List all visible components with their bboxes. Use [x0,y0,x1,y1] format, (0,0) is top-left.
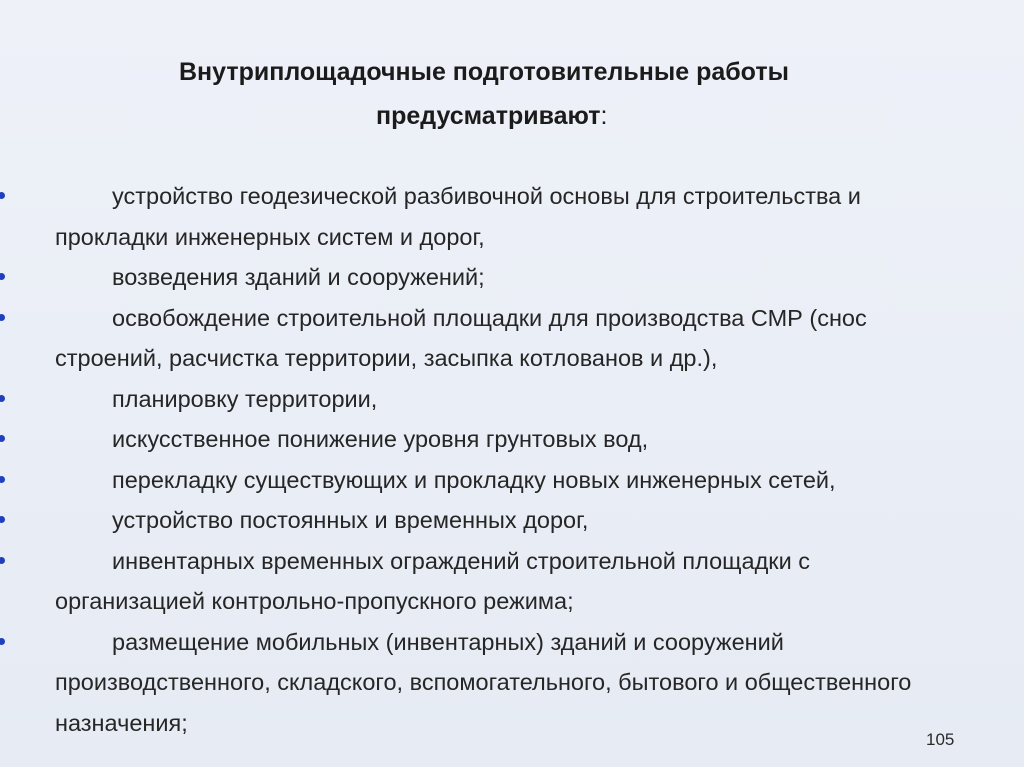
list-item-text: размещение мобильных (инвентарных) зданий и сооружений производственного, складского, вспомогательного, бытового и общественного назначения; [55,628,912,736]
list-item [55,176,955,257]
list-item-text: устройство постоянных и временных дорог, [112,507,589,533]
list-item [55,541,955,622]
list-item [55,379,955,420]
list-item-text: устройство геодезической разбивочной основы для строительства и прокладки инженерных систем и дорог, [55,183,861,250]
title-line-2-text: предусматривают [376,102,601,130]
list-item [55,257,955,298]
bullet-list [55,176,955,743]
title-line-1: Внутриплощадочные подготовительные работы [179,58,789,86]
list-item [55,622,955,744]
bullet-dot-icon [0,314,5,321]
slide-title [0,50,1024,138]
list-item-text: инвентарных временных ограждений строительной площадки с организацией контрольно-пропускного режима; [55,547,810,614]
list-item-text: перекладку существующих и прокладку новых инженерных сетей, [112,466,836,493]
bullet-dot-icon [0,273,5,280]
bullet-dot-icon [0,476,5,483]
bullet-dot-icon [0,395,5,402]
page-number: 105 [926,730,955,749]
title-line-2 [0,94,1024,138]
bullet-dot-icon [0,192,5,199]
bullet-dot-icon [0,638,5,645]
list-item [55,419,955,460]
bullet-dot-icon [0,516,5,523]
list-item-text: искусственное понижение уровня грунтовых вод, [112,426,649,452]
list-item-text: возведения зданий и сооружений; [112,264,485,290]
title-colon: : [600,102,608,130]
list-item [55,500,955,541]
bullet-dot-icon [0,557,5,564]
bullet-dot-icon [0,435,5,442]
list-item [55,460,955,501]
list-item-text: освобождение строительной площадки для производства СМР (снос строений, расчистка территории, засыпка котлованов и др.), [55,304,867,371]
list-item [55,298,955,379]
list-item-text: планировку территории, [112,385,378,412]
